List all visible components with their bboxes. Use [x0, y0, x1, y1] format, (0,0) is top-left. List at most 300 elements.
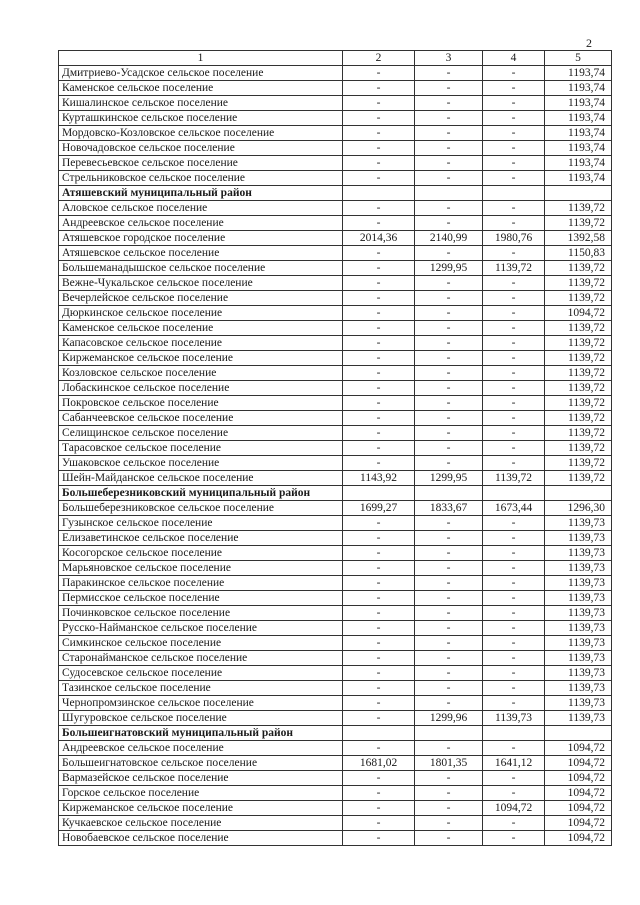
- table-row: [59, 786, 612, 801]
- table-row: [59, 111, 612, 126]
- table-row: [59, 651, 612, 666]
- value-col-3: -: [415, 366, 483, 381]
- value-col-3: -: [415, 576, 483, 591]
- value-col-2: -: [343, 696, 415, 711]
- value-col-3: 1833,67: [415, 501, 483, 516]
- value-col-3: -: [415, 786, 483, 801]
- value-col-3: 2140,99: [415, 231, 483, 246]
- value-col-4: -: [483, 66, 545, 81]
- value-col-5: 1094,72: [545, 306, 612, 321]
- value-col-5: 1094,72: [545, 801, 612, 816]
- district-row: [59, 726, 612, 741]
- table-body: [59, 51, 612, 846]
- value-col-3: -: [415, 606, 483, 621]
- value-col-3: -: [415, 201, 483, 216]
- value-col-4: 1980,76: [483, 231, 545, 246]
- value-col-5: 1392,58: [545, 231, 612, 246]
- settlement-name: Паракинское сельское поселение: [59, 576, 343, 591]
- value-col-3: 1299,96: [415, 711, 483, 726]
- value-col-3: -: [415, 291, 483, 306]
- value-col-2: -: [343, 171, 415, 186]
- value-col-4: -: [483, 201, 545, 216]
- empty-cell: [483, 486, 545, 501]
- value-col-2: -: [343, 276, 415, 291]
- settlement-name: Дмитриево-Усадское сельское поселение: [59, 66, 343, 81]
- value-col-2: -: [343, 711, 415, 726]
- value-col-4: -: [483, 546, 545, 561]
- value-col-5: 1139,72: [545, 426, 612, 441]
- value-col-2: -: [343, 651, 415, 666]
- value-col-5: 1193,74: [545, 156, 612, 171]
- empty-cell: [545, 726, 612, 741]
- settlement-name: Починковское сельское поселение: [59, 606, 343, 621]
- value-col-4: 1641,12: [483, 756, 545, 771]
- value-col-5: 1094,72: [545, 756, 612, 771]
- settlement-name: Мордовско-Козловское сельское поселение: [59, 126, 343, 141]
- value-col-3: -: [415, 336, 483, 351]
- settlement-name: Атяшевское сельское поселение: [59, 246, 343, 261]
- value-col-5: 1139,73: [545, 606, 612, 621]
- value-col-5: 1139,72: [545, 276, 612, 291]
- value-col-4: -: [483, 786, 545, 801]
- value-col-4: -: [483, 831, 545, 846]
- value-col-4: -: [483, 651, 545, 666]
- settlement-name: Кучкаевское сельское поселение: [59, 816, 343, 831]
- value-col-2: -: [343, 531, 415, 546]
- value-col-5: 1139,72: [545, 366, 612, 381]
- settlement-name: Новобаевское сельское поселение: [59, 831, 343, 846]
- settlement-name: Шугуровское сельское поселение: [59, 711, 343, 726]
- settlement-name: Перевесьевское сельское поселение: [59, 156, 343, 171]
- value-col-3: -: [415, 801, 483, 816]
- table-row: [59, 126, 612, 141]
- value-col-2: -: [343, 456, 415, 471]
- value-col-2: -: [343, 126, 415, 141]
- value-col-3: -: [415, 741, 483, 756]
- value-col-5: 1193,74: [545, 111, 612, 126]
- value-col-5: 1139,72: [545, 201, 612, 216]
- value-col-2: -: [343, 801, 415, 816]
- value-col-3: -: [415, 831, 483, 846]
- value-col-4: -: [483, 636, 545, 651]
- value-col-5: 1193,74: [545, 66, 612, 81]
- value-col-4: -: [483, 576, 545, 591]
- value-col-3: -: [415, 126, 483, 141]
- value-col-2: -: [343, 216, 415, 231]
- settlement-name: Тазинское сельское поселение: [59, 681, 343, 696]
- value-col-4: -: [483, 561, 545, 576]
- value-col-4: -: [483, 156, 545, 171]
- value-col-4: -: [483, 126, 545, 141]
- table-row: [59, 201, 612, 216]
- table-row: [59, 366, 612, 381]
- settlement-name: Шейн-Майданское сельское поселение: [59, 471, 343, 486]
- settlement-name: Елизаветинское сельское поселение: [59, 531, 343, 546]
- settlement-name: Марьяновское сельское поселение: [59, 561, 343, 576]
- empty-cell: [343, 486, 415, 501]
- settlement-name: Покровское сельское поселение: [59, 396, 343, 411]
- settlement-name: Сабанчеевское сельское поселение: [59, 411, 343, 426]
- value-col-3: -: [415, 66, 483, 81]
- value-col-5: 1139,72: [545, 411, 612, 426]
- value-col-5: 1139,72: [545, 216, 612, 231]
- settlement-name: Большеигнатовское сельское поселение: [59, 756, 343, 771]
- header-row: [59, 51, 612, 66]
- value-col-5: 1139,72: [545, 261, 612, 276]
- value-col-3: -: [415, 216, 483, 231]
- settlement-name: Кишалинское сельское поселение: [59, 96, 343, 111]
- column-header: 5: [545, 51, 612, 66]
- value-col-4: -: [483, 351, 545, 366]
- table-row: [59, 156, 612, 171]
- value-col-4: -: [483, 681, 545, 696]
- table-row: [59, 816, 612, 831]
- empty-cell: [415, 186, 483, 201]
- settlement-name: Горское сельское поселение: [59, 786, 343, 801]
- table-row: [59, 591, 612, 606]
- table-row: [59, 66, 612, 81]
- value-col-5: 1139,73: [545, 681, 612, 696]
- table-row: [59, 171, 612, 186]
- value-col-5: 1139,72: [545, 381, 612, 396]
- value-col-3: -: [415, 636, 483, 651]
- value-col-3: -: [415, 81, 483, 96]
- value-col-2: -: [343, 516, 415, 531]
- empty-cell: [343, 726, 415, 741]
- table-row: [59, 681, 612, 696]
- table-row: [59, 351, 612, 366]
- value-col-2: -: [343, 96, 415, 111]
- value-col-4: -: [483, 411, 545, 426]
- table-row: [59, 516, 612, 531]
- value-col-4: -: [483, 426, 545, 441]
- settlement-name: Гузынское сельское поселение: [59, 516, 343, 531]
- district-row: [59, 186, 612, 201]
- value-col-5: 1139,73: [545, 621, 612, 636]
- settlement-name: Старонайманское сельское поселение: [59, 651, 343, 666]
- value-col-3: -: [415, 696, 483, 711]
- value-col-5: 1094,72: [545, 786, 612, 801]
- value-col-5: 1139,72: [545, 351, 612, 366]
- table-row: [59, 306, 612, 321]
- value-col-4: -: [483, 591, 545, 606]
- value-col-3: -: [415, 411, 483, 426]
- table-row: [59, 411, 612, 426]
- value-col-2: -: [343, 426, 415, 441]
- table-row: [59, 216, 612, 231]
- value-col-4: -: [483, 171, 545, 186]
- value-col-4: -: [483, 531, 545, 546]
- value-col-4: -: [483, 741, 545, 756]
- value-col-2: -: [343, 666, 415, 681]
- value-col-5: 1193,74: [545, 171, 612, 186]
- value-col-3: -: [415, 561, 483, 576]
- value-col-4: 1673,44: [483, 501, 545, 516]
- value-col-2: -: [343, 366, 415, 381]
- value-col-2: -: [343, 771, 415, 786]
- table-row: [59, 381, 612, 396]
- empty-cell: [545, 186, 612, 201]
- table-row: [59, 276, 612, 291]
- table-row: [59, 636, 612, 651]
- table-row: [59, 291, 612, 306]
- value-col-2: 1699,27: [343, 501, 415, 516]
- settlement-name: Атяшевское городское поселение: [59, 231, 343, 246]
- empty-cell: [483, 726, 545, 741]
- value-col-2: -: [343, 786, 415, 801]
- table-row: [59, 666, 612, 681]
- table-row: [59, 441, 612, 456]
- value-col-3: -: [415, 816, 483, 831]
- value-col-4: -: [483, 816, 545, 831]
- value-col-4: -: [483, 321, 545, 336]
- column-header: 4: [483, 51, 545, 66]
- value-col-5: 1139,73: [545, 516, 612, 531]
- value-col-5: 1193,74: [545, 96, 612, 111]
- column-header: 2: [343, 51, 415, 66]
- value-col-3: -: [415, 621, 483, 636]
- empty-cell: [483, 186, 545, 201]
- table-row: [59, 501, 612, 516]
- value-col-4: -: [483, 696, 545, 711]
- settlement-name: Судосевское сельское поселение: [59, 666, 343, 681]
- settlement-name: Аловское сельское поселение: [59, 201, 343, 216]
- value-col-4: -: [483, 366, 545, 381]
- value-col-2: -: [343, 336, 415, 351]
- value-col-4: -: [483, 141, 545, 156]
- value-col-5: 1139,72: [545, 291, 612, 306]
- value-col-3: -: [415, 681, 483, 696]
- district-name: Большеигнатовский муниципальный район: [59, 726, 343, 741]
- value-col-3: -: [415, 396, 483, 411]
- table-row: [59, 246, 612, 261]
- settlement-name: Каменское сельское поселение: [59, 81, 343, 96]
- settlement-name: Косогорское сельское поселение: [59, 546, 343, 561]
- settlement-name: Киржеманское сельское поселение: [59, 801, 343, 816]
- settlement-name: Пермисское сельское поселение: [59, 591, 343, 606]
- value-col-4: -: [483, 111, 545, 126]
- value-col-2: -: [343, 201, 415, 216]
- table-row: [59, 561, 612, 576]
- settlement-name: Капасовское сельское поселение: [59, 336, 343, 351]
- settlement-name: Большеберезниковское сельское поселение: [59, 501, 343, 516]
- value-col-4: -: [483, 336, 545, 351]
- value-col-4: 1139,73: [483, 711, 545, 726]
- table-row: [59, 531, 612, 546]
- value-col-4: -: [483, 96, 545, 111]
- settlement-name: Стрельниковское сельское поселение: [59, 171, 343, 186]
- settlement-name: Киржеманское сельское поселение: [59, 351, 343, 366]
- value-col-5: 1139,73: [545, 651, 612, 666]
- table-row: [59, 141, 612, 156]
- value-col-2: -: [343, 246, 415, 261]
- value-col-3: -: [415, 531, 483, 546]
- value-col-3: -: [415, 306, 483, 321]
- value-col-2: -: [343, 81, 415, 96]
- value-col-5: 1139,73: [545, 636, 612, 651]
- value-col-2: -: [343, 321, 415, 336]
- value-col-3: -: [415, 381, 483, 396]
- table-row: [59, 456, 612, 471]
- value-col-2: -: [343, 561, 415, 576]
- value-col-5: 1139,73: [545, 576, 612, 591]
- value-col-4: 1139,72: [483, 261, 545, 276]
- value-col-2: -: [343, 441, 415, 456]
- value-col-4: -: [483, 441, 545, 456]
- value-col-3: -: [415, 651, 483, 666]
- value-col-5: 1139,73: [545, 546, 612, 561]
- value-col-4: -: [483, 396, 545, 411]
- value-col-4: -: [483, 771, 545, 786]
- value-col-3: -: [415, 666, 483, 681]
- value-col-5: 1139,73: [545, 696, 612, 711]
- settlement-name: Андреевское сельское поселение: [59, 216, 343, 231]
- value-col-5: 1150,83: [545, 246, 612, 261]
- table-row: [59, 621, 612, 636]
- table-row: [59, 741, 612, 756]
- value-col-4: 1094,72: [483, 801, 545, 816]
- value-col-4: -: [483, 306, 545, 321]
- value-col-5: 1139,72: [545, 321, 612, 336]
- value-col-5: 1139,72: [545, 336, 612, 351]
- table-row: [59, 711, 612, 726]
- table-row: [59, 756, 612, 771]
- tariff-table: [58, 50, 612, 846]
- value-col-4: -: [483, 516, 545, 531]
- table-row: [59, 606, 612, 621]
- value-col-3: -: [415, 276, 483, 291]
- settlement-name: Андреевское сельское поселение: [59, 741, 343, 756]
- table-row: [59, 471, 612, 486]
- value-col-5: 1139,73: [545, 711, 612, 726]
- value-col-2: -: [343, 831, 415, 846]
- district-name: Большеберезниковский муниципальный район: [59, 486, 343, 501]
- column-header: 3: [415, 51, 483, 66]
- value-col-3: -: [415, 546, 483, 561]
- settlement-name: Лобаскинское сельское поселение: [59, 381, 343, 396]
- settlement-name: Дюркинское сельское поселение: [59, 306, 343, 321]
- value-col-2: -: [343, 291, 415, 306]
- value-col-2: -: [343, 546, 415, 561]
- value-col-4: -: [483, 606, 545, 621]
- value-col-3: -: [415, 171, 483, 186]
- page-number: 2: [586, 36, 592, 50]
- value-col-3: -: [415, 141, 483, 156]
- table-row: [59, 81, 612, 96]
- value-col-3: -: [415, 771, 483, 786]
- settlement-name: Большеманадышское сельское поселение: [59, 261, 343, 276]
- value-col-4: -: [483, 291, 545, 306]
- table-row: [59, 426, 612, 441]
- value-col-3: -: [415, 351, 483, 366]
- settlement-name: Вармазейское сельское поселение: [59, 771, 343, 786]
- value-col-5: 1094,72: [545, 816, 612, 831]
- value-col-3: 1299,95: [415, 261, 483, 276]
- value-col-2: -: [343, 591, 415, 606]
- settlement-name: Ушаковское сельское поселение: [59, 456, 343, 471]
- value-col-2: -: [343, 606, 415, 621]
- value-col-2: -: [343, 396, 415, 411]
- value-col-3: -: [415, 321, 483, 336]
- value-col-3: -: [415, 96, 483, 111]
- empty-cell: [545, 486, 612, 501]
- table-row: [59, 321, 612, 336]
- value-col-5: 1139,72: [545, 471, 612, 486]
- value-col-4: -: [483, 381, 545, 396]
- settlement-name: Козловское сельское поселение: [59, 366, 343, 381]
- value-col-5: 1139,73: [545, 666, 612, 681]
- value-col-3: 1299,95: [415, 471, 483, 486]
- value-col-2: -: [343, 621, 415, 636]
- value-col-5: 1094,72: [545, 741, 612, 756]
- settlement-name: Русско-Найманское сельское поселение: [59, 621, 343, 636]
- value-col-2: 2014,36: [343, 231, 415, 246]
- district-row: [59, 486, 612, 501]
- column-header: 1: [59, 51, 343, 66]
- value-col-2: -: [343, 741, 415, 756]
- value-col-2: -: [343, 66, 415, 81]
- value-col-5: 1296,30: [545, 501, 612, 516]
- settlement-name: Новочадовское сельское поселение: [59, 141, 343, 156]
- empty-cell: [343, 186, 415, 201]
- settlement-name: Каменское сельское поселение: [59, 321, 343, 336]
- table-row: [59, 696, 612, 711]
- district-name: Атяшевский муниципальный район: [59, 186, 343, 201]
- table-row: [59, 576, 612, 591]
- value-col-4: -: [483, 456, 545, 471]
- settlement-name: Тарасовское сельское поселение: [59, 441, 343, 456]
- value-col-3: -: [415, 246, 483, 261]
- value-col-5: 1094,72: [545, 831, 612, 846]
- table-row: [59, 231, 612, 246]
- table-row: [59, 336, 612, 351]
- table-row: [59, 771, 612, 786]
- table-row: [59, 396, 612, 411]
- value-col-4: -: [483, 276, 545, 291]
- value-col-2: -: [343, 576, 415, 591]
- table-row: [59, 261, 612, 276]
- value-col-2: -: [343, 111, 415, 126]
- value-col-5: 1139,72: [545, 396, 612, 411]
- table-row: [59, 801, 612, 816]
- value-col-2: -: [343, 681, 415, 696]
- settlement-name: Вечерлейское сельское поселение: [59, 291, 343, 306]
- value-col-4: -: [483, 81, 545, 96]
- value-col-2: -: [343, 636, 415, 651]
- value-col-3: 1801,35: [415, 756, 483, 771]
- table-row: [59, 96, 612, 111]
- value-col-2: -: [343, 156, 415, 171]
- value-col-3: -: [415, 156, 483, 171]
- value-col-2: -: [343, 261, 415, 276]
- value-col-5: 1193,74: [545, 81, 612, 96]
- settlement-name: Вежне-Чукальское сельское поселение: [59, 276, 343, 291]
- value-col-2: 1681,02: [343, 756, 415, 771]
- value-col-3: -: [415, 441, 483, 456]
- value-col-3: -: [415, 591, 483, 606]
- value-col-2: -: [343, 411, 415, 426]
- settlement-name: Симкинское сельское поселение: [59, 636, 343, 651]
- value-col-2: -: [343, 351, 415, 366]
- value-col-2: -: [343, 381, 415, 396]
- settlement-name: Чернопромзинское сельское поселение: [59, 696, 343, 711]
- value-col-3: -: [415, 111, 483, 126]
- value-col-5: 1193,74: [545, 126, 612, 141]
- value-col-2: -: [343, 816, 415, 831]
- empty-cell: [415, 486, 483, 501]
- value-col-5: 1139,72: [545, 441, 612, 456]
- value-col-5: 1094,72: [545, 771, 612, 786]
